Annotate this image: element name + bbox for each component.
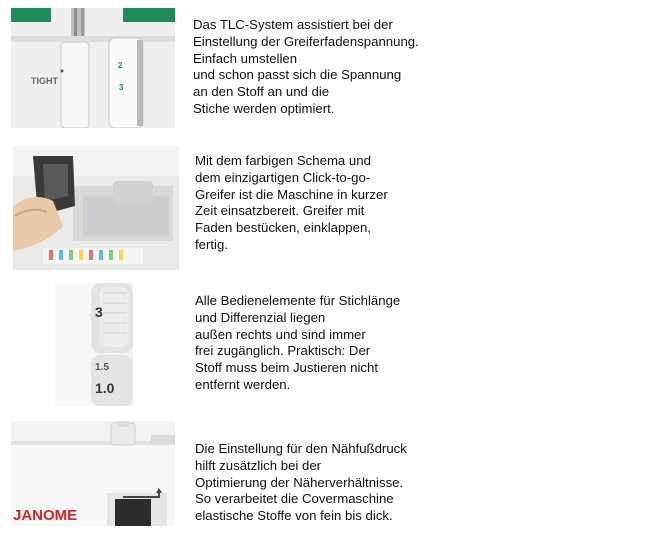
text-line: Stoff muss beim Justieren nicht	[195, 360, 378, 376]
feature-tlc-system	[0, 0, 670, 135]
dial-mark-3: 3	[119, 83, 124, 92]
text-line: Einfach umstellen	[193, 50, 298, 66]
looper-threading-photo	[13, 146, 179, 270]
text-line: Das TLC-System assistiert bei der	[193, 17, 393, 32]
click-to-go-description	[195, 153, 388, 254]
text-line: So verarbeitet die Covermaschine	[195, 491, 394, 507]
feature-controls	[0, 280, 670, 415]
text-line: an den Stoff an und die	[193, 84, 330, 100]
feature-click-to-go	[0, 140, 670, 275]
text-line: Zeit einsatzbereit. Greifer mit	[195, 203, 365, 219]
text-line: Greifer ist die Maschine in kurzer	[195, 186, 388, 202]
text-line: Einstellung der Greiferfadenspannung.	[193, 33, 419, 49]
text-line: Stiche werden optimiert.	[193, 100, 335, 116]
knob-mid-mark: 1.5	[95, 362, 109, 373]
text-line: und Differenzial liegen	[195, 309, 326, 325]
text-line: fertig.	[195, 236, 228, 252]
text-line: Mit dem farbigen Schema und	[195, 153, 371, 168]
text-line: Die Einstellung für den Nähfußdruck	[195, 441, 407, 456]
text-line: außen rechts und sind immer	[195, 326, 366, 342]
knob-lower-mark: 1.0	[95, 380, 115, 396]
text-line: hilft zusätzlich bei der	[195, 457, 322, 473]
text-line: dem einzigartigen Click-to-go-	[195, 169, 371, 185]
janome-logo: JANOME	[13, 507, 78, 524]
text-line: entfernt werden.	[195, 376, 291, 392]
tlc-description	[193, 17, 419, 118]
text-line: Alle Bedienelemente für Stichlänge	[195, 293, 401, 308]
feature-presser-foot	[0, 418, 670, 541]
text-line: Faden bestücken, einklappen,	[195, 220, 371, 236]
presser-foot-photo	[11, 421, 175, 526]
text-line: elastische Stoffe von fein bis dick.	[195, 508, 393, 524]
control-knobs-photo	[55, 283, 133, 406]
knob-upper-mark: 3	[95, 304, 103, 320]
tlc-dial-photo	[11, 8, 175, 128]
text-line: Optimierung der Näherverhältnisse.	[195, 474, 404, 490]
text-line: frei zugänglich. Praktisch: Der	[195, 343, 371, 359]
tight-label: TIGHT	[31, 76, 58, 86]
text-line: und schon passt sich die Spannung	[193, 67, 402, 83]
controls-description	[195, 293, 400, 394]
presser-foot-description	[195, 441, 407, 525]
dial-mark-2: 2	[118, 61, 123, 70]
